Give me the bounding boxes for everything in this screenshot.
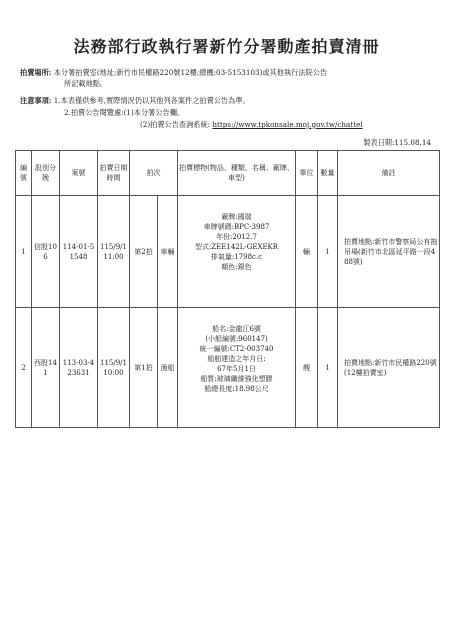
row2-case-no: 113-03-423631 [60, 308, 98, 428]
row2-qty: 1 [318, 308, 338, 428]
row1-model: 型式:ZEE142L-GEXEKR [194, 243, 279, 251]
row1-displacement: 排氣量:1798c.c [210, 253, 263, 261]
row2-no: 2 [16, 308, 32, 428]
row2-length: 船總長度:18.98公尺 [204, 385, 269, 393]
notes-line-3 [140, 120, 363, 130]
notes-item-3-prefix: (2)拍賣公告查詢系統: [140, 120, 211, 129]
header-case-no: 案號 [60, 151, 98, 196]
row1-brand: 廠牌:國瑞 [221, 213, 252, 221]
row1-division: 信股106 [32, 196, 60, 308]
row2-material: 船質:玻璃纖維強化塑膠 [200, 375, 273, 383]
notes-item-1: 1.本表僅供參考,實際情況仍以其他列各案件之拍賣公告為準。 [53, 96, 250, 105]
notes-line-1 [20, 96, 250, 106]
row1-year: 年份:2012.7 [216, 233, 257, 241]
row2-round: 第1拍 [130, 308, 158, 428]
chattel-link[interactable]: https://www.tpkonsale.moj.gov.tw/chattel [212, 120, 363, 129]
report-date: 製表日期:115.08.14 [363, 138, 431, 147]
header-auction-date: 拍賣日期時間 [98, 151, 130, 196]
header-object: 拍賣標物(物品、種類、名稱、廠牌、車型) [178, 151, 296, 196]
header-qty: 數量 [318, 151, 338, 196]
venue-text-2: 所記載地點。 [64, 79, 108, 88]
row1-no: 1 [16, 196, 32, 308]
row2-ship-name: 船名:金龍江6號 [212, 325, 261, 333]
auction-table [15, 150, 440, 428]
header-remark: 備註 [338, 151, 440, 196]
row1-color: 顏色:銀色 [221, 263, 252, 271]
row1-case-no: 114-01-51548 [60, 196, 98, 308]
venue-label: 拍賣場所: [20, 68, 52, 77]
header-no: 編號 [16, 151, 32, 196]
row1-round: 第2拍 [130, 196, 158, 308]
row1-unit: 輛 [296, 196, 318, 308]
header-unit: 單位 [296, 151, 318, 196]
table-header-row [16, 151, 440, 196]
notes-label: 注意事項: [20, 96, 52, 105]
venue-line [20, 68, 327, 78]
row2-remark: 拍賣地點:新竹市民權路220號(12樓拍賣室) [338, 308, 440, 428]
row1-object [178, 196, 296, 308]
header-round: 拍次 [130, 151, 178, 196]
row2-boat-no: (小船編號:960147) [205, 335, 268, 343]
row1-auction-date: 115/9/1 11:00 [98, 196, 130, 308]
row2-object [178, 308, 296, 428]
page-title: 法務部行政執行署新竹分署動產拍賣清冊 [73, 37, 380, 56]
row1-plate: 車牌號碼:BPC-3987 [203, 223, 270, 231]
row2-type: 漁船 [158, 308, 178, 428]
row1-type: 車輛 [158, 196, 178, 308]
row1-qty: 1 [318, 196, 338, 308]
row2-unified-no: 統一編號:CT2-003740 [199, 345, 274, 353]
table-row [16, 308, 440, 428]
row1-remark: 拍賣地點:新竹市警察局公有拖吊場(新竹市北區延平路一段488號) [338, 196, 440, 308]
venue-text-1: 本分署拍賣室(地址:新竹市民權路220號12樓;總機:03-5153103)或其他執行法院公告 [53, 68, 328, 77]
row2-division: 西股141 [32, 308, 60, 428]
row2-unit: 艘 [296, 308, 318, 428]
row2-build-date: 67年5月1日 [217, 365, 256, 373]
table-row [16, 196, 440, 308]
row2-auction-date: 115/9/1 10:00 [98, 308, 130, 428]
notes-item-2: 2.拍賣公告閱覽處:(1)本分署公告欄。 [64, 108, 185, 117]
row2-build-date-label: 船舶建造之年月日: [207, 355, 266, 363]
header-division: 股別分娩 [32, 151, 60, 196]
